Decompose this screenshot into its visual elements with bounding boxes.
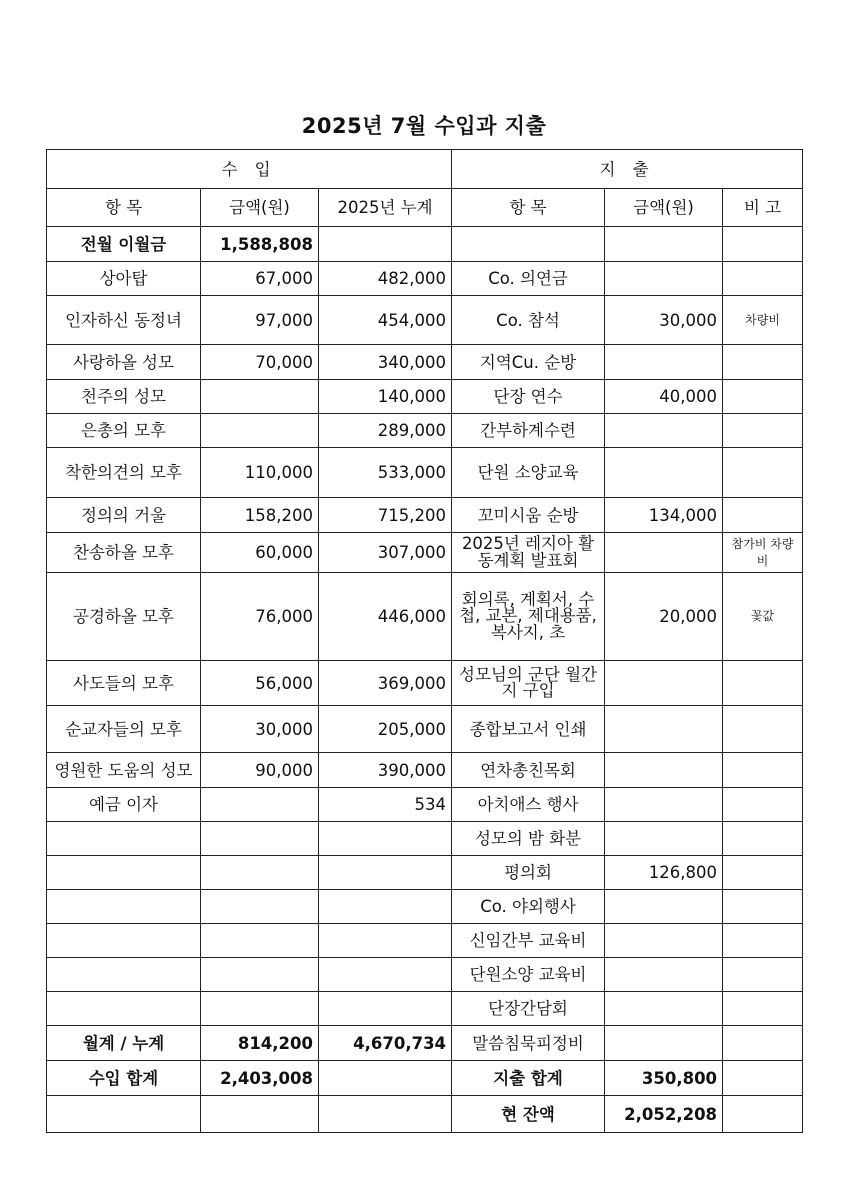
- expense-item: 종합보고서 인쇄: [452, 706, 605, 753]
- expense-item: 평의회: [452, 856, 605, 890]
- page-title: 2025년 7월 수입과 지출: [301, 114, 547, 138]
- income-item: [47, 890, 201, 924]
- income-amount: 60,000: [201, 533, 319, 573]
- income-item: [47, 856, 201, 890]
- table-row: [47, 661, 803, 706]
- table-row: [47, 414, 803, 448]
- expense-item-header: 항 목: [452, 189, 605, 227]
- income-item: [47, 958, 201, 992]
- expense-amount: 134,000: [605, 498, 723, 533]
- income-amount: [201, 890, 319, 924]
- expense-amount: [605, 533, 723, 573]
- table-row: [47, 822, 803, 856]
- note: [723, 1026, 803, 1061]
- income-amount: [201, 958, 319, 992]
- expense-item: Co. 의연금: [452, 262, 605, 296]
- income-item: [47, 822, 201, 856]
- expense-amount: [605, 706, 723, 753]
- note: [723, 992, 803, 1026]
- income-cumulative: [319, 227, 452, 262]
- income-cumulative: 715,200: [319, 498, 452, 533]
- table-row: [47, 753, 803, 788]
- income-item: [47, 992, 201, 1026]
- income-item: 순교자들의 모후: [47, 706, 201, 753]
- income-item: [47, 924, 201, 958]
- expense-amount: [605, 448, 723, 498]
- income-amount: 70,000: [201, 345, 319, 380]
- balance-row: [47, 1096, 803, 1133]
- expense-amount: [605, 992, 723, 1026]
- expense-amount: [605, 958, 723, 992]
- expense-amount: [605, 822, 723, 856]
- income-cumulative: 205,000: [319, 706, 452, 753]
- income-amount: 158,200: [201, 498, 319, 533]
- note: 차량비: [723, 296, 803, 345]
- table-row: [47, 706, 803, 753]
- income-amount-header: 금액(원): [201, 189, 319, 227]
- empty-cell: [319, 1061, 452, 1096]
- expense-item: 꼬미시움 순방: [452, 498, 605, 533]
- note: [723, 448, 803, 498]
- balance-label: 현 잔액: [452, 1096, 605, 1133]
- empty-cell: [47, 1096, 201, 1133]
- note: [723, 958, 803, 992]
- totals-row: [47, 1061, 803, 1096]
- income-section-header: 수 입: [47, 150, 452, 189]
- expense-amount: [605, 753, 723, 788]
- expense-amount: [605, 345, 723, 380]
- empty-cell: [723, 1096, 803, 1133]
- expense-amount: 126,800: [605, 856, 723, 890]
- income-cumulative: [319, 822, 452, 856]
- note: [723, 924, 803, 958]
- income-cumulative: [319, 890, 452, 924]
- table-row: [47, 448, 803, 498]
- income-cumulative: 140,000: [319, 380, 452, 414]
- expense-item: 연차총친목회: [452, 753, 605, 788]
- income-item: 찬송하올 모후: [47, 533, 201, 573]
- income-cumulative: 369,000: [319, 661, 452, 706]
- income-item-header: 항 목: [47, 189, 201, 227]
- note: [723, 890, 803, 924]
- expense-amount: 20,000: [605, 573, 723, 661]
- table-row: [47, 924, 803, 958]
- note: [723, 498, 803, 533]
- table-row: [47, 380, 803, 414]
- income-amount: 30,000: [201, 706, 319, 753]
- expense-item: 아치애스 행사: [452, 788, 605, 822]
- income-amount: 56,000: [201, 661, 319, 706]
- note: 참가비 차량비: [723, 533, 803, 573]
- income-cumulative: 289,000: [319, 414, 452, 448]
- income-amount: [201, 380, 319, 414]
- note: [723, 262, 803, 296]
- income-amount: [201, 822, 319, 856]
- income-cumulative: 534: [319, 788, 452, 822]
- income-amount: [201, 992, 319, 1026]
- income-total-label: 수입 합계: [47, 1061, 201, 1096]
- expense-item: 회의록, 계획서, 수첩, 교본, 제대용품, 복사지, 초: [452, 573, 605, 661]
- income-amount: [201, 414, 319, 448]
- note: [723, 661, 803, 706]
- expense-amount: [605, 262, 723, 296]
- income-cumulative: 446,000: [319, 573, 452, 661]
- income-item: 천주의 성모: [47, 380, 201, 414]
- income-amount: 110,000: [201, 448, 319, 498]
- table-row: [47, 573, 803, 661]
- expense-total-label: 지출 합계: [452, 1061, 605, 1096]
- expense-amount: 30,000: [605, 296, 723, 345]
- note: [723, 414, 803, 448]
- expense-item: 간부하계수련: [452, 414, 605, 448]
- expense-amount-header: 금액(원): [605, 189, 723, 227]
- expense-item: 단장간담회: [452, 992, 605, 1026]
- empty-cell: [319, 1096, 452, 1133]
- note: [723, 380, 803, 414]
- income-amount: [201, 924, 319, 958]
- expense-item: 성모님의 군단 월간지 구입: [452, 661, 605, 706]
- income-cumulative: 390,000: [319, 753, 452, 788]
- balance-value: 2,052,208: [605, 1096, 723, 1133]
- income-item: 사랑하올 성모: [47, 345, 201, 380]
- income-cumulative: 307,000: [319, 533, 452, 573]
- table-row: [47, 227, 803, 262]
- table-row: [47, 788, 803, 822]
- income-amount: 1,588,808: [201, 227, 319, 262]
- income-cumulative: [319, 958, 452, 992]
- note: [723, 788, 803, 822]
- expense-item: 단원 소양교육: [452, 448, 605, 498]
- expense-item: 단원소양 교육비: [452, 958, 605, 992]
- income-cumulative: [319, 924, 452, 958]
- expense-amount: [605, 414, 723, 448]
- monthly-cumulative-row: [47, 1026, 803, 1061]
- income-item: 예금 이자: [47, 788, 201, 822]
- income-amount: 67,000: [201, 262, 319, 296]
- expense-amount: [605, 924, 723, 958]
- income-cumulative: 454,000: [319, 296, 452, 345]
- table-row: [47, 498, 803, 533]
- expense-amount: 40,000: [605, 380, 723, 414]
- expense-item: Co. 야외행사: [452, 890, 605, 924]
- income-item: 정의의 거울: [47, 498, 201, 533]
- income-item: 은총의 모후: [47, 414, 201, 448]
- empty-cell: [723, 1061, 803, 1096]
- income-cumulative-header: 2025년 누계: [319, 189, 452, 227]
- income-expense-table: [46, 149, 803, 1133]
- expense-item: 지역Cu. 순방: [452, 345, 605, 380]
- income-item: 월계 / 누계: [47, 1026, 201, 1061]
- income-item: 인자하신 동정녀: [47, 296, 201, 345]
- expense-amount: [605, 890, 723, 924]
- income-cumulative: 482,000: [319, 262, 452, 296]
- expense-amount: [605, 661, 723, 706]
- note: [723, 856, 803, 890]
- income-cumulative: [319, 856, 452, 890]
- expense-amount: [605, 788, 723, 822]
- note: 꽃값: [723, 573, 803, 661]
- note: [723, 706, 803, 753]
- note: [723, 753, 803, 788]
- table-row: [47, 533, 803, 573]
- income-amount: [201, 788, 319, 822]
- income-cumulative: 340,000: [319, 345, 452, 380]
- income-total-value: 2,403,008: [201, 1061, 319, 1096]
- income-amount: 97,000: [201, 296, 319, 345]
- expense-section-header: 지 출: [452, 150, 803, 189]
- table-row: [47, 345, 803, 380]
- expense-item: 2025년 레지아 활동계획 발표회: [452, 533, 605, 573]
- table-row: [47, 992, 803, 1026]
- note: [723, 227, 803, 262]
- income-amount: 76,000: [201, 573, 319, 661]
- income-item: 공경하올 모후: [47, 573, 201, 661]
- column-header-row: [47, 189, 803, 227]
- table-row: [47, 296, 803, 345]
- income-item: 착한의견의 모후: [47, 448, 201, 498]
- expense-item: [452, 227, 605, 262]
- table-row: [47, 890, 803, 924]
- note-header: 비 고: [723, 189, 803, 227]
- income-amount: 814,200: [201, 1026, 319, 1061]
- table-row: [47, 958, 803, 992]
- expense-total-value: 350,800: [605, 1061, 723, 1096]
- section-header-row: [47, 150, 803, 189]
- expense-amount: [605, 227, 723, 262]
- expense-item: 신임간부 교육비: [452, 924, 605, 958]
- expense-item: Co. 참석: [452, 296, 605, 345]
- expense-item: 성모의 밤 화분: [452, 822, 605, 856]
- expense-item: 말씀침묵피정비: [452, 1026, 605, 1061]
- income-cumulative: [319, 992, 452, 1026]
- table-row: [47, 262, 803, 296]
- table-row: [47, 856, 803, 890]
- income-amount: [201, 856, 319, 890]
- expense-amount: [605, 1026, 723, 1061]
- income-item: 전월 이월금: [47, 227, 201, 262]
- note: [723, 345, 803, 380]
- income-amount: 90,000: [201, 753, 319, 788]
- income-item: 사도들의 모후: [47, 661, 201, 706]
- note: [723, 822, 803, 856]
- income-cumulative: 4,670,734: [319, 1026, 452, 1061]
- income-item: 상아탑: [47, 262, 201, 296]
- income-item: 영원한 도움의 성모: [47, 753, 201, 788]
- empty-cell: [201, 1096, 319, 1133]
- income-cumulative: 533,000: [319, 448, 452, 498]
- expense-item: 단장 연수: [452, 380, 605, 414]
